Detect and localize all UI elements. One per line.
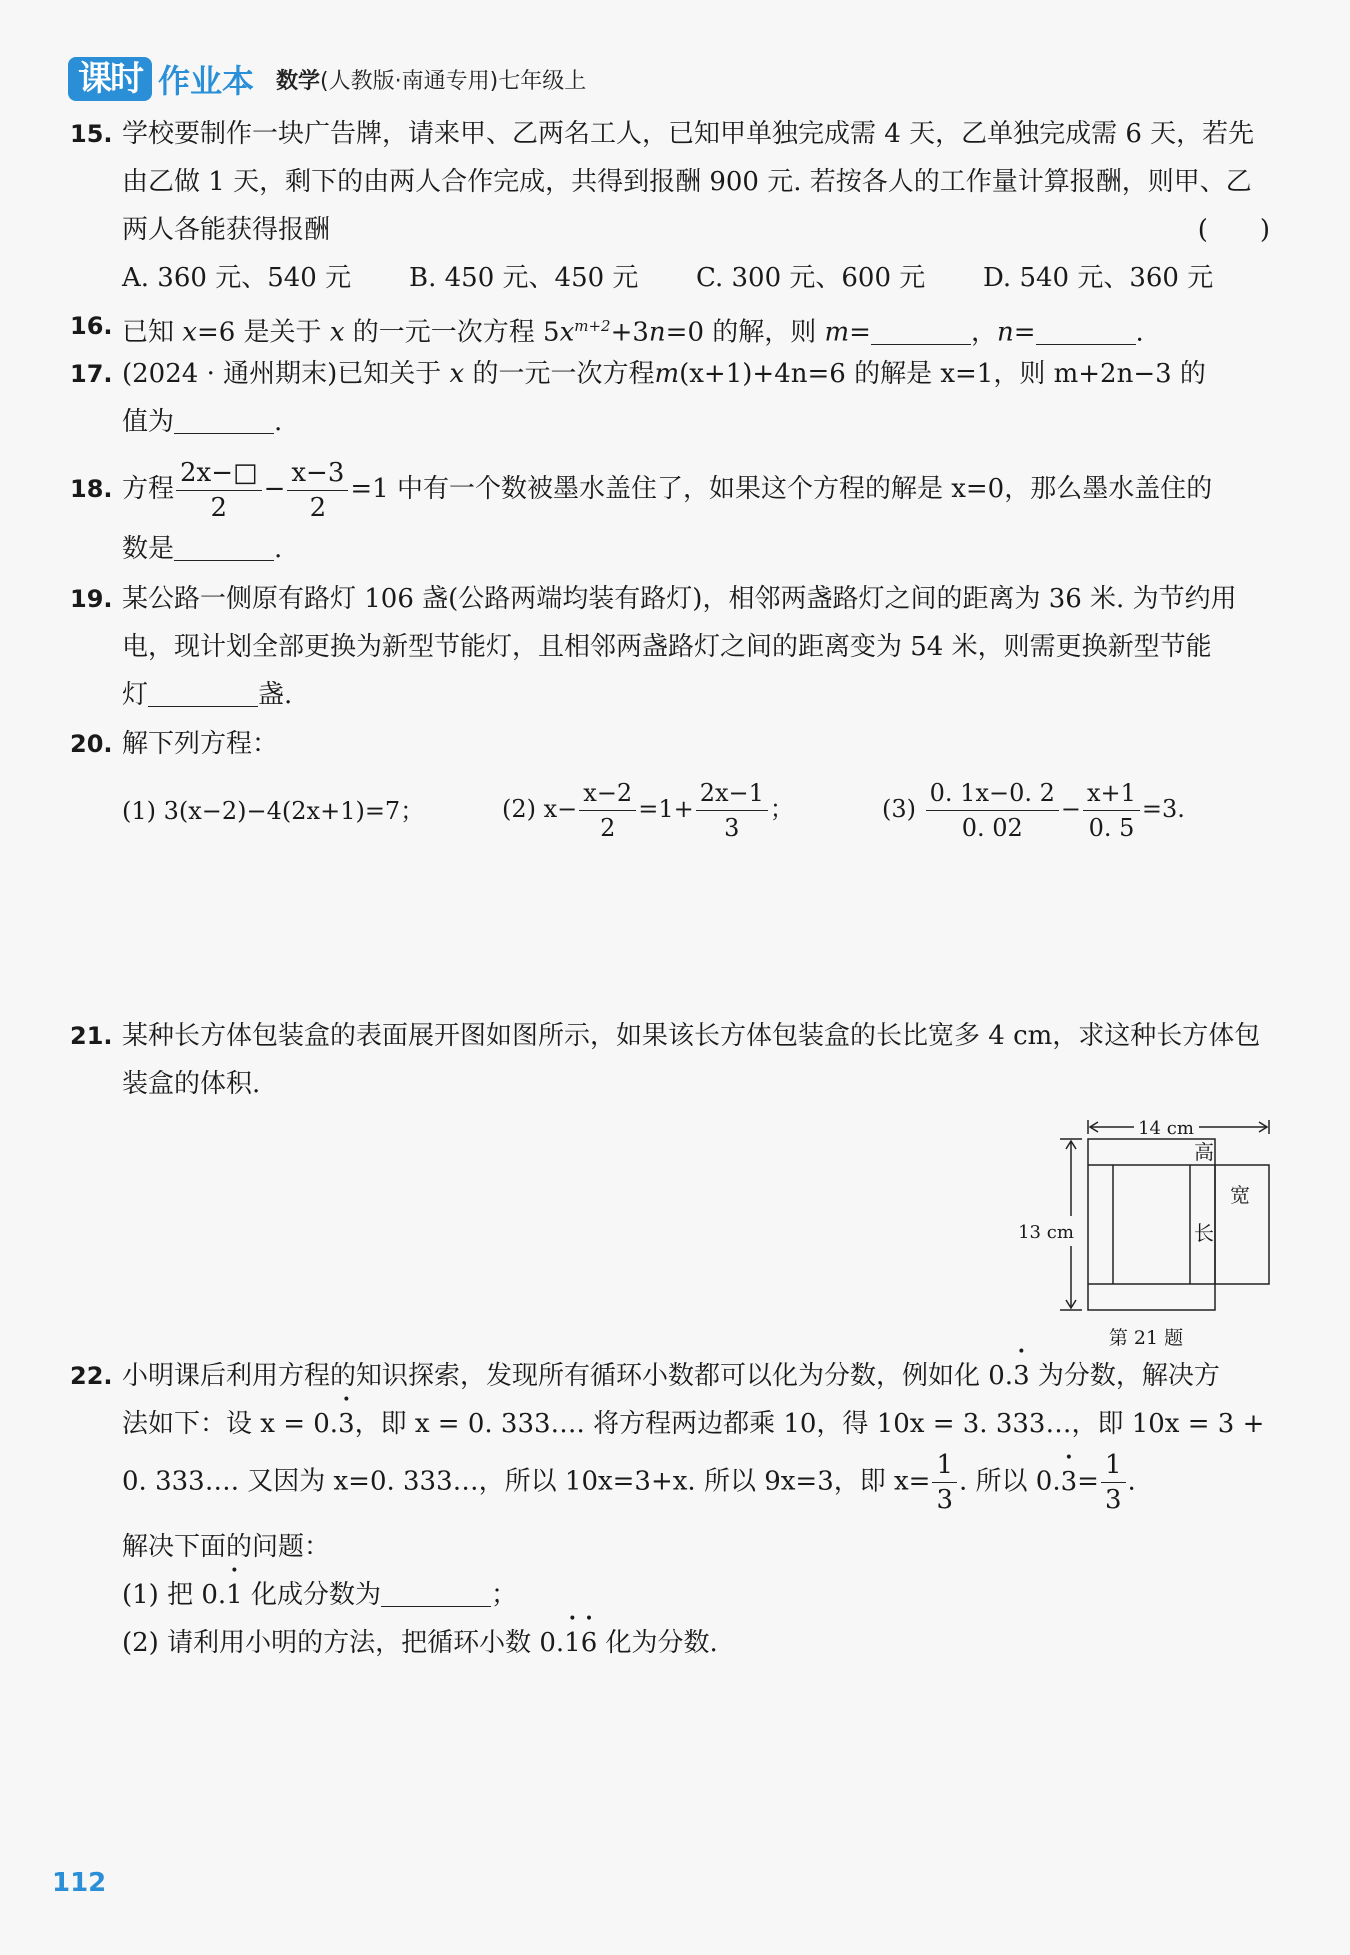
question-15 (70, 110, 1270, 302)
answer-blank-n[interactable] (1036, 318, 1136, 345)
question-number: 21. (70, 1022, 113, 1050)
question-number: 15. (70, 120, 113, 148)
answer-paren: ( ) (1197, 215, 1270, 245)
options (122, 254, 1270, 302)
sub-question-2: (2) 请利用小明的方法，把循环小数 0.• 1• 6 化为分数. (122, 1619, 1270, 1667)
logo-text: 作业本 (158, 62, 255, 100)
question-22 (70, 1352, 1270, 1667)
question-number: 17. (70, 360, 113, 388)
logo: 课时 (68, 57, 152, 101)
question-text: 某种长方体包装盒的表面展开图如图所示，如果该长方体包装盒的长比宽多 4 cm，求这种长方体包装盒的体积. (122, 1021, 1261, 1099)
option-b: B. 450 元、450 元 (409, 263, 639, 293)
answer-blank[interactable] (148, 680, 258, 707)
question-number: 19. (70, 585, 113, 613)
question-number: 20. (70, 730, 113, 758)
question-text: 学校要制作一块广告牌，请来甲、乙两名工人，已知甲单独完成需 4 天，乙单独完成需 6 天，若先由乙做 1 天，剩下的由两人合作完成，共得到报酬 900 元. 若按各人的工作量计算报酬，则甲、乙两人各能获得报酬 (122, 119, 1255, 245)
answer-blank[interactable] (174, 534, 274, 561)
option-c: C. 300 元、600 元 (696, 263, 926, 293)
label-kuan: 宽 (1230, 1183, 1250, 1207)
header (68, 56, 586, 102)
question-number: 16. (70, 312, 113, 340)
equation-3: (3) $\frac{0. 1x-0. 2}{0. 02}$ − $\frac{x+1}{0. 5}$ =3. (882, 776, 1185, 845)
question-text: 解下列方程： (122, 729, 279, 759)
question-text: 已知 x=6 是关于 x 的一元一次方程 $5x^{m+2}+3n=0$ 的解，则 m= ，n= . (122, 317, 1144, 348)
option-a: A. 360 元、540 元 (122, 263, 352, 293)
equations (122, 776, 1270, 845)
answer-blank-m[interactable] (871, 318, 971, 345)
question-18: 18. 方程 $\frac{2x-□}{2}$ − $\frac{x-3}{2}$ =1 中有一个数被墨水盖住了，如果这个方程的解是 x=0，那么墨水盖住的 数是 . (70, 455, 1270, 573)
question-20 (70, 720, 1270, 845)
option-d: D. 540 元、360 元 (983, 263, 1214, 293)
height-label: 13 cm (1018, 1222, 1074, 1243)
width-label: 14 cm (1138, 1118, 1194, 1139)
question-21 (70, 1012, 1270, 1108)
equation-1: (1) 3(x−2)−4(2x+1)=7； (122, 796, 425, 825)
question-16 (70, 302, 1270, 357)
question-text: 某公路一侧原有路灯 106 盏(公路两端均装有路灯)，相邻两盏路灯之间的距离为 36 米. 为节约用电，现计划全部更换为新型节能灯，且相邻两盏路灯之间的距离变为 54 米，则需更换新型节能 灯 盏. (122, 584, 1237, 710)
label-gao: 高 (1194, 1140, 1214, 1164)
question-17: 17. (2024 · 通州期末)已知关于 x 的一元一次方程m(x+1)+4n=6 的解是 x=1，则 m+2n−3 的 值为 . (70, 350, 1270, 446)
subject-line: 数学(人教版·南通专用)七年级上 (276, 68, 587, 94)
sub-question-1: (1) 把 0.• 1 化成分数为 ； (122, 1571, 1270, 1619)
question-text: 小明课后利用方程的知识探索，发现所有循环小数都可以化为分数，例如化 0.• 3 为分数，解决方 法如下：设 x = 0.• 3，即 x = 0. 333…. 将方程两边都乘 10，得 10x = 3. 333…，即 10x = 3 + 0. 333…. 又因为 x=0. 333…，所以 10x=3+x. 所以 9x=3，即 x= $\frac{1}{3}$ . 所以 0.• 3= $\frac{1}{3}$ . 解决下面的问题： (1) 把 0.• 1 化成分数为 ； (2) 请利用小明的方法，把循环小数 0.• 1• 6 化为分数. (122, 1352, 1270, 1667)
label-chang: 长 (1194, 1221, 1214, 1245)
question-text: (2024 · 通州期末)已知关于 x 的一元一次方程m(x+1)+4n=6 的解是 x=1，则 m+2n−3 的 (122, 359, 1206, 389)
answer-blank[interactable] (381, 1580, 491, 1607)
answer-blank[interactable] (174, 407, 274, 434)
page-number: 112 (52, 1868, 107, 1898)
question-number: 22. (70, 1362, 113, 1390)
question-19 (70, 575, 1270, 719)
figure-caption: 第 21 题 (1108, 1327, 1184, 1349)
net-figure (1018, 1112, 1284, 1352)
sub-instruction: 解决下面的问题： (122, 1532, 331, 1562)
equation-2: (2) x− $\frac{x-2}{2}$ =1+ $\frac{2x-1}{3}$ ； (502, 776, 882, 845)
question-number: 18. (70, 475, 113, 503)
question-text: 方程 $\frac{2x-□}{2}$ − $\frac{x-3}{2}$ =1 中有一个数被墨水盖住了，如果这个方程的解是 x=0，那么墨水盖住的 (122, 457, 1213, 523)
